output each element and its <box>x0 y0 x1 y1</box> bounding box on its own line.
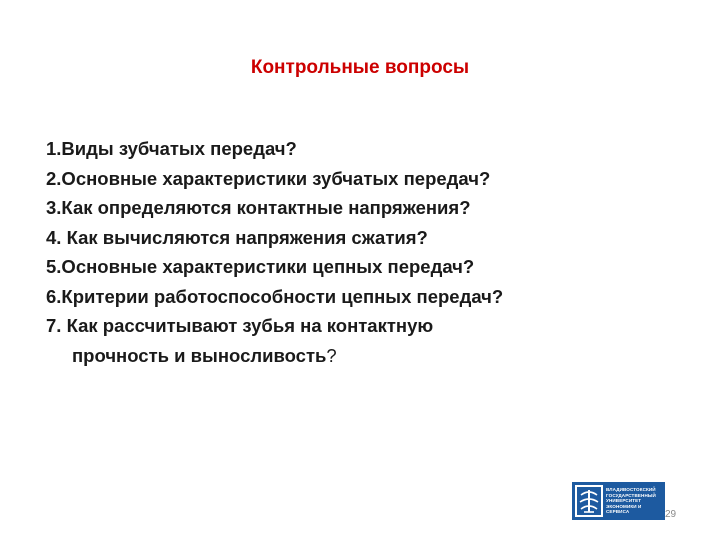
slide-title: Контрольные вопросы <box>250 57 470 78</box>
logo-line: СЕРВИСА <box>606 509 630 515</box>
question-text: 1.Виды зубчатых передач? <box>46 138 297 159</box>
university-logo <box>572 482 665 520</box>
logo-line: ВЛАДИВОСТОКСКИЙ <box>606 487 656 493</box>
page-number: 29 <box>665 509 677 520</box>
list-item <box>46 223 686 253</box>
question-text: 6.Критерии работоспособности цепных передач? <box>46 285 504 307</box>
list-item <box>46 193 686 223</box>
list-item <box>46 252 686 282</box>
logo-line: ЭКОНОМИКИ И <box>606 503 642 509</box>
question-text: 5.Основные характеристики цепных передач? <box>46 256 475 277</box>
question-text: 3.Как определяются контактные напряжения? <box>46 197 471 218</box>
list-item <box>46 311 686 370</box>
question-list <box>46 134 686 370</box>
list-item <box>46 134 686 164</box>
question-text: 7. Как рассчитывают зубья на контактную <box>46 315 434 336</box>
logo-text <box>606 487 656 514</box>
logo-line: УНИВЕРСИТЕТ <box>606 498 642 504</box>
question-mark: ? <box>326 344 337 366</box>
question-text: 4. Как вычисляются напряжения сжатия? <box>46 226 428 248</box>
question-continuation <box>46 341 686 371</box>
list-item <box>46 164 686 194</box>
list-item <box>46 282 686 312</box>
question-text: 2.Основные характеристики зубчатых передач? <box>46 167 491 189</box>
logo-line: ГОСУДАРСТВЕННЫЙ <box>606 492 656 498</box>
university-emblem-icon <box>575 485 603 517</box>
question-continuation-text: прочность и выносливость <box>72 344 327 366</box>
